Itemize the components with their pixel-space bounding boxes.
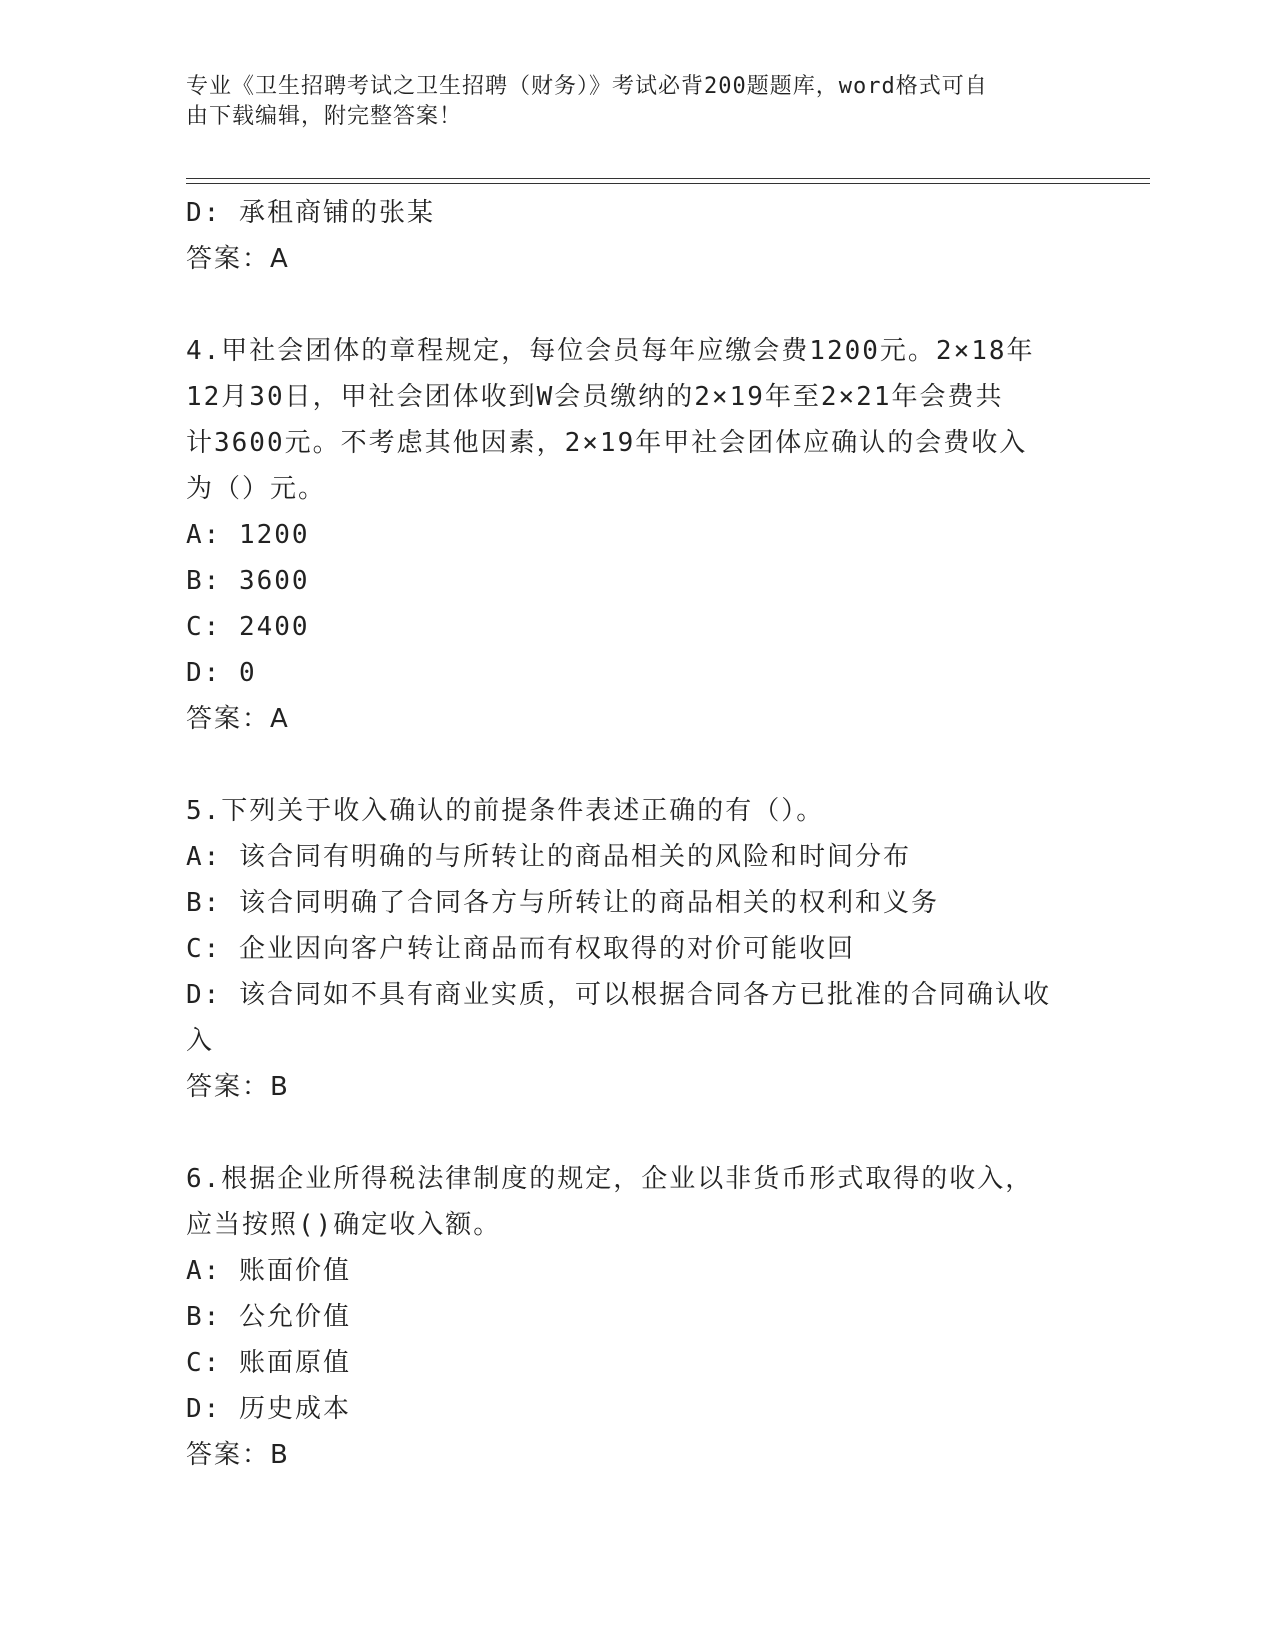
option-b: B: 该合同明确了合同各方与所转让的商品相关的权利和义务 bbox=[186, 888, 939, 918]
header-line-1: 专业《卫生招聘考试之卫生招聘（财务）》考试必背200题题库，word格式可自 bbox=[186, 74, 988, 99]
header-divider-top bbox=[186, 178, 1150, 179]
previous-question-tail bbox=[186, 190, 1086, 282]
answer-line: 答案：B bbox=[186, 1072, 290, 1102]
option-b: B: 公允价值 bbox=[186, 1302, 351, 1332]
answer-line: 答案：A bbox=[186, 704, 290, 734]
option-d: D: 该合同如不具有商业实质，可以根据合同各方已批准的合同确认收 bbox=[186, 980, 1051, 1010]
option-a: A: 1200 bbox=[186, 520, 310, 550]
header-line-2: 由下载编辑，附完整答案！ bbox=[186, 104, 463, 129]
question-text-line: 6.根据企业所得税法律制度的规定，企业以非货币形式取得的收入， bbox=[186, 1164, 1034, 1194]
option-d: D: 历史成本 bbox=[186, 1394, 351, 1424]
question-6 bbox=[186, 1156, 1086, 1478]
option-d: D: 承租商铺的张某 bbox=[186, 198, 435, 228]
question-4 bbox=[186, 328, 1086, 742]
option-b: B: 3600 bbox=[186, 566, 310, 596]
answer-line: 答案：A bbox=[186, 244, 290, 274]
option-c: C: 账面原值 bbox=[186, 1348, 351, 1378]
question-text-line: 应当按照()确定收入额。 bbox=[186, 1210, 502, 1240]
option-c: C: 2400 bbox=[186, 612, 310, 642]
question-5 bbox=[186, 788, 1086, 1110]
option-a: A: 账面价值 bbox=[186, 1256, 351, 1286]
question-text-line: 12月30日，甲社会团体收到W会员缴纳的2×19年至2×21年会费共 bbox=[186, 382, 1004, 412]
option-c: C: 企业因向客户转让商品而有权取得的对价可能收回 bbox=[186, 934, 855, 964]
question-text-line: 计3600元。不考虑其他因素，2×19年甲社会团体应确认的会费收入 bbox=[186, 428, 1028, 458]
question-list bbox=[186, 190, 1086, 1478]
option-d-continuation: 入 bbox=[186, 1026, 215, 1056]
question-text-line: 4.甲社会团体的章程规定，每位会员每年应缴会费1200元。2×18年 bbox=[186, 336, 1035, 366]
question-text-line: 5.下列关于收入确认的前提条件表述正确的有（）。 bbox=[186, 796, 825, 826]
option-d: D: 0 bbox=[186, 658, 257, 688]
question-text-line: 为（）元。 bbox=[186, 474, 327, 504]
option-a: A: 该合同有明确的与所转让的商品相关的风险和时间分布 bbox=[186, 842, 911, 872]
header-divider-bottom bbox=[186, 183, 1150, 184]
answer-line: 答案：B bbox=[186, 1440, 290, 1470]
document-header bbox=[186, 72, 1086, 132]
